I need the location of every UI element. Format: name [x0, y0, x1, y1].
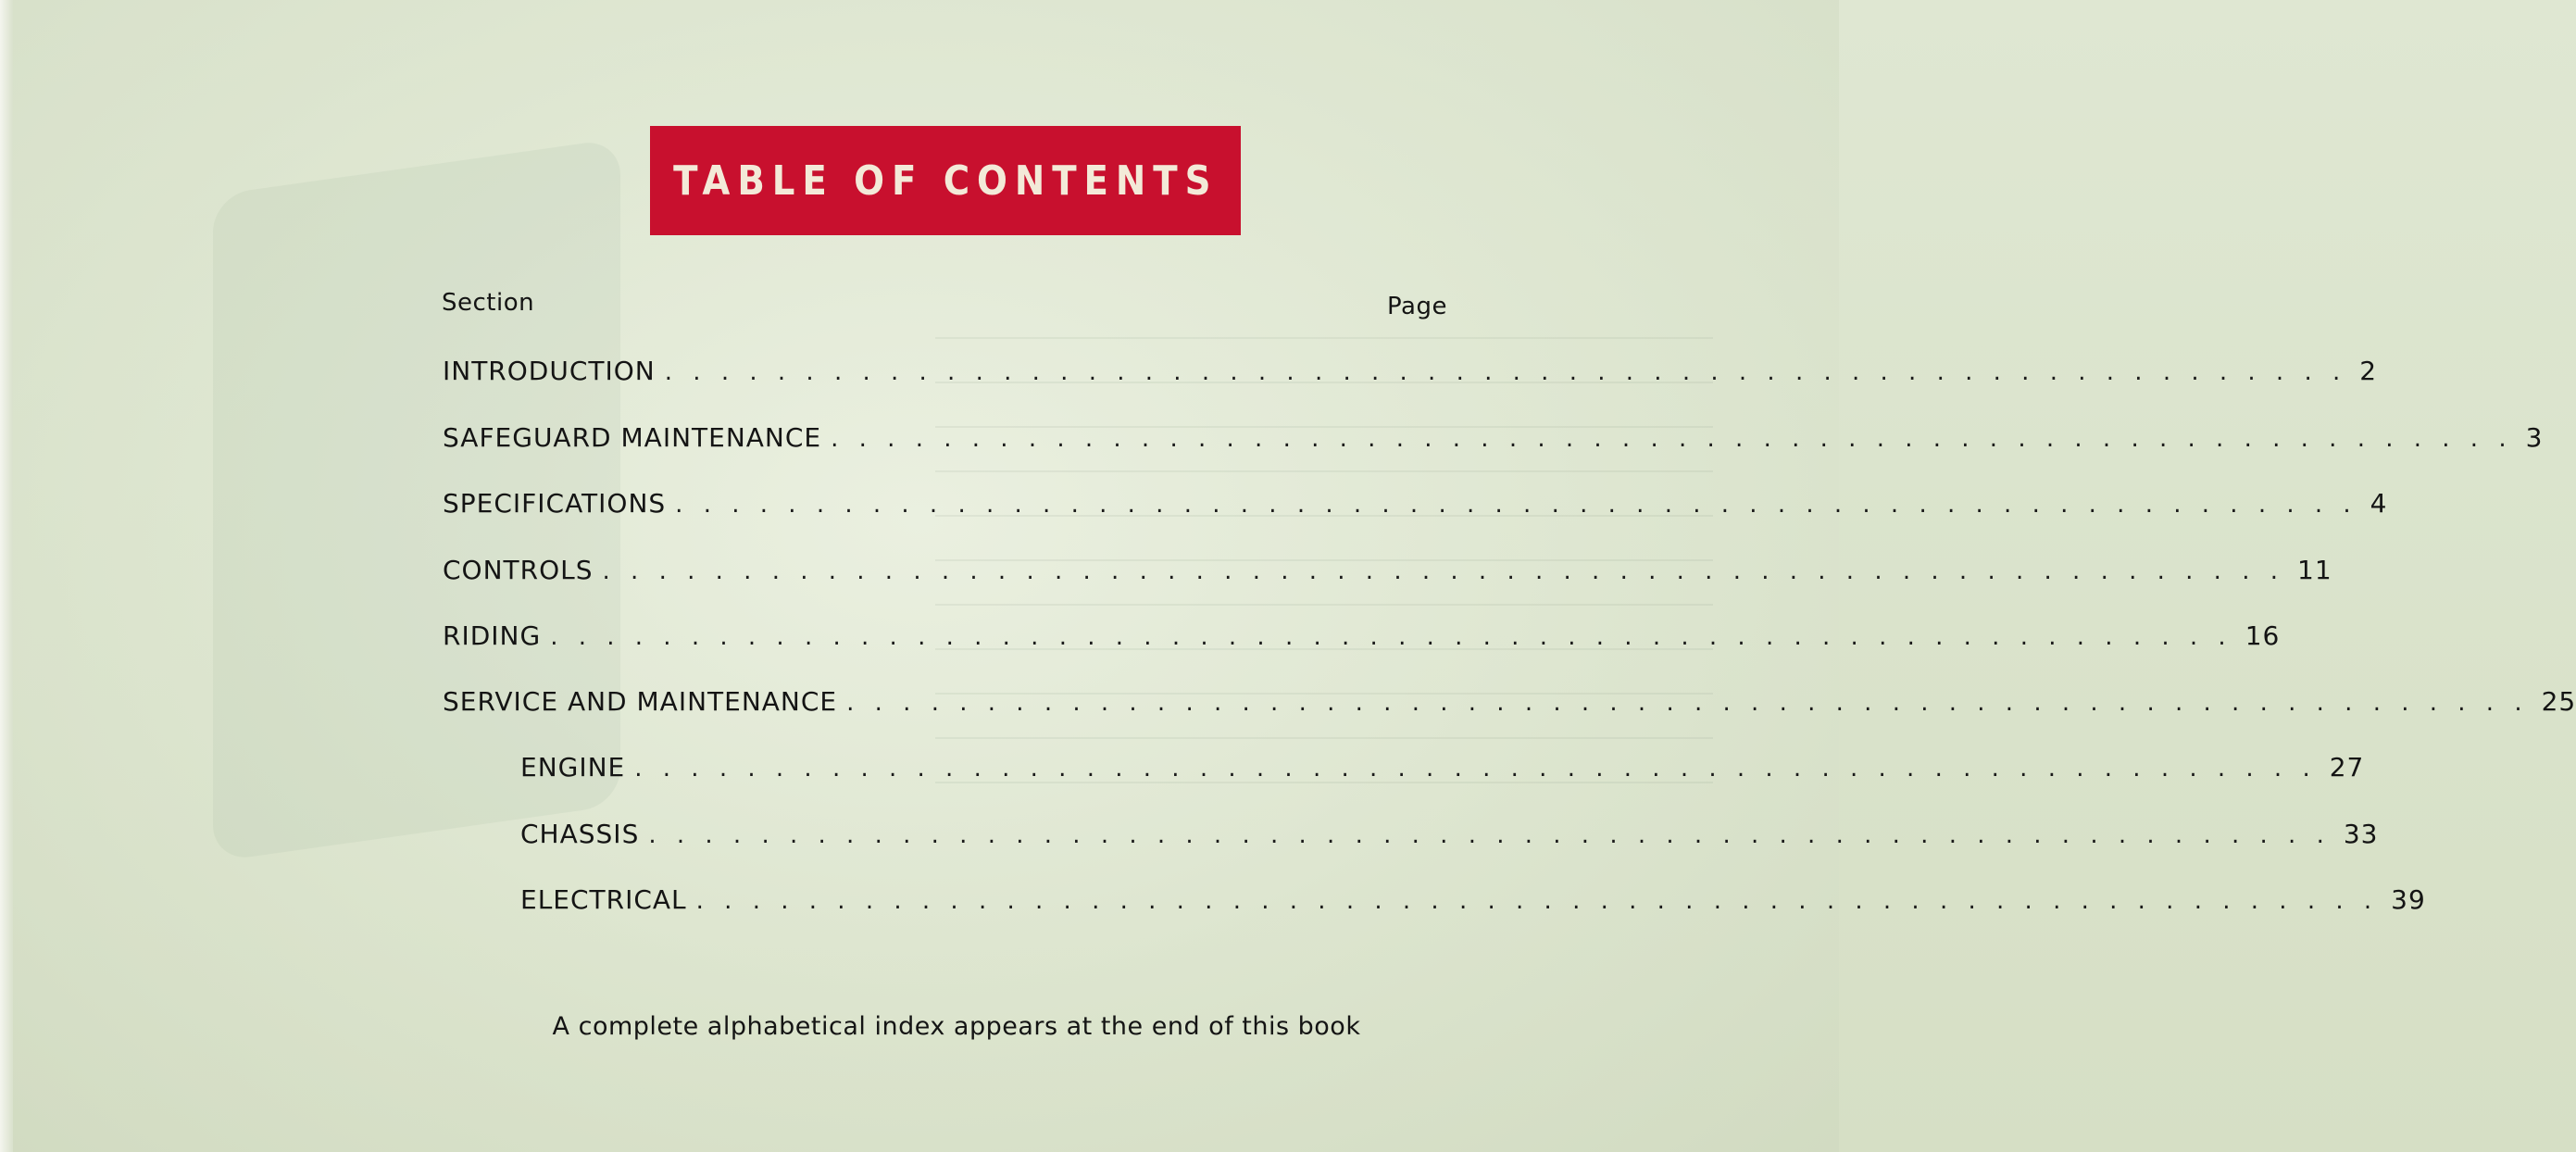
- toc-entry-page: 27: [2329, 752, 2365, 783]
- dot-leader: . . . . . . . . . . . . . . . . . . . . . . . . . . . . . . . . . . . . . . . . . . . . . . . . . . . . . . . . . . . .: [602, 557, 2285, 585]
- toc-entry-page: 39: [2391, 884, 2426, 915]
- dot-leader: . . . . . . . . . . . . . . . . . . . . . . . . . . . . . . . . . . . . . . . . . . . . . . . . . . . . . . . . . . . .: [664, 358, 2347, 386]
- toc-entry-label: CONTROLS: [443, 555, 594, 585]
- toc-entry-label: ELECTRICAL: [520, 884, 687, 915]
- toc-entry-label: ENGINE: [520, 752, 626, 783]
- dot-leader: . . . . . . . . . . . . . . . . . . . . . . . . . . . . . . . . . . . . . . . . . . . . . . . . . . . . . . . . . . . .: [648, 821, 2331, 849]
- toc-entry-page: 11: [2297, 555, 2332, 585]
- toc-entry-specifications: [443, 488, 2388, 525]
- page-edge: [0, 0, 13, 1152]
- toc-entry-label: INTRODUCTION: [443, 356, 656, 386]
- dot-leader: . . . . . . . . . . . . . . . . . . . . . . . . . . . . . . . . . . . . . . . . . . . . . . . . . . . . . . . . . . . .: [846, 689, 2529, 717]
- title-banner: [650, 126, 1241, 235]
- toc-entry-page: 4: [2370, 488, 2388, 519]
- toc-entry-chassis: [520, 819, 2379, 856]
- toc-entry-page: 33: [2343, 819, 2379, 849]
- toc-entry-label: CHASSIS: [520, 819, 640, 849]
- toc-entry-controls: [443, 555, 2332, 592]
- toc-entry-page: 25: [2541, 686, 2576, 717]
- dot-leader: . . . . . . . . . . . . . . . . . . . . . . . . . . . . . . . . . . . . . . . . . . . . . . . . . . . . . . . . . . . .: [831, 425, 2513, 453]
- dot-leader: . . . . . . . . . . . . . . . . . . . . . . . . . . . . . . . . . . . . . . . . . . . . . . . . . . . . . . . . . . . .: [695, 887, 2379, 915]
- section-column-header: Section: [442, 289, 535, 317]
- toc-entry-page: 3: [2525, 422, 2544, 453]
- dot-leader: . . . . . . . . . . . . . . . . . . . . . . . . . . . . . . . . . . . . . . . . . . . . . . . . . . . . . . . . . . . .: [675, 491, 2357, 519]
- dot-leader: . . . . . . . . . . . . . . . . . . . . . . . . . . . . . . . . . . . . . . . . . . . . . . . . . . . . . . . . . . . .: [634, 755, 2317, 783]
- dot-leader: . . . . . . . . . . . . . . . . . . . . . . . . . . . . . . . . . . . . . . . . . . . . . . . . . . . . . . . . . . . .: [550, 623, 2232, 651]
- toc-entry-riding: [443, 620, 2281, 657]
- page-column-header: Page: [1387, 293, 1447, 320]
- toc-entry-introduction: [443, 356, 2378, 393]
- toc-entry-label: SERVICE AND MAINTENANCE: [443, 686, 838, 717]
- toc-entry-label: RIDING: [443, 620, 542, 651]
- toc-entry-electrical: [520, 884, 2426, 921]
- toc-entry-label: SAFEGUARD MAINTENANCE: [443, 422, 822, 453]
- toc-entry-page: 2: [2359, 356, 2378, 386]
- toc-entry-engine: [520, 752, 2365, 789]
- toc-entry-page: 16: [2245, 620, 2281, 651]
- toc-entry-service-and-maintenance: [443, 686, 2576, 723]
- toc-entry-safeguard-maintenance: [443, 422, 2544, 459]
- index-note: A complete alphabetical index appears at the end of this book: [552, 1012, 1361, 1041]
- page-title: TABLE OF CONTENTS: [672, 157, 1219, 205]
- toc-entry-label: SPECIFICATIONS: [443, 488, 667, 519]
